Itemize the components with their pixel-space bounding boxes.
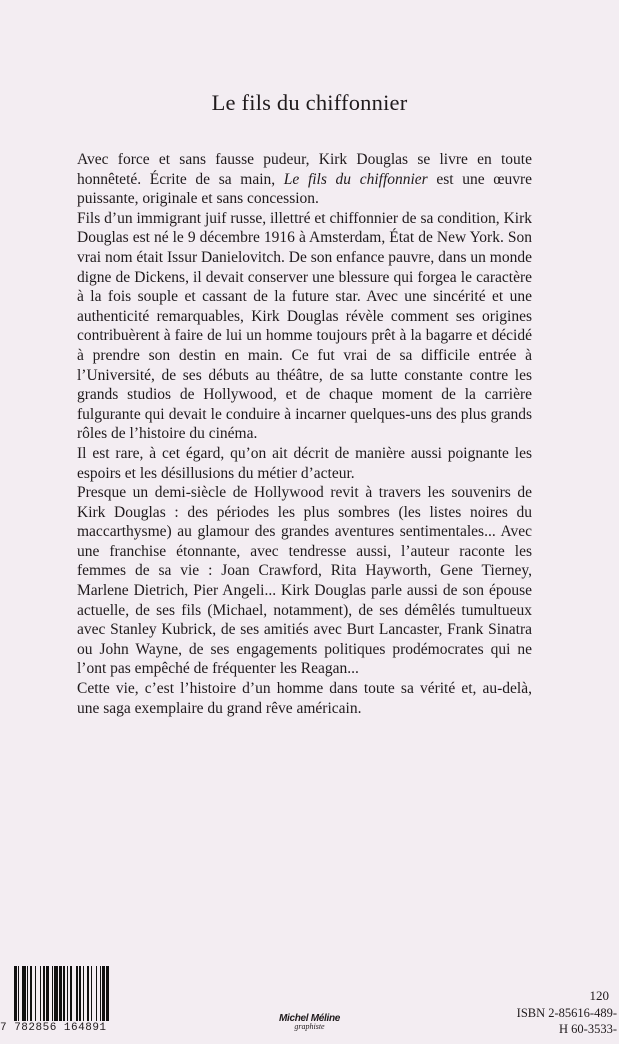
blurb-paragraph-1 <box>77 150 532 209</box>
price-code: 120 <box>589 988 609 1003</box>
isbn: ISBN 2-85616-489- <box>516 1006 617 1020</box>
blurb-paragraph-3: Il est rare, à cet égard, qu’on ait décrit de manière aussi poignante les espoirs et les désillusions du métier d’acteur. <box>77 444 532 482</box>
blurb <box>77 150 532 718</box>
book-title-italic: Le fils du chiffonnier <box>283 170 428 188</box>
blurb-paragraph-2: Fils d’un immigrant juif russe, illettré et chiffonnier de sa condition, Kirk Douglas est né le 9 décembre 1916 à Amsterdam, État de New York. Son vrai nom était Issur Danielovitch. De son enfance pauvre, dans un monde digne de Dickens, il devait conserver une blessure qui forgea le caractère à la fois souple et cassant de la future star. Avec une sincérité et une authenticité remarquables, Kirk Douglas révèle comment ses origines contribuèrent à faire de lui un homme toujours prêt à la bagarre et décidé à prendre son destin en main. Ce fut vrai de sa difficile entrée à l’Université, de ses débuts au théâtre, de sa lutte constante contre les grands studios de Hollywood, et de chaque moment de la carrière fulgurante qui devait le conduire à incarner quelques-uns des plus grands rôles de l’histoire du cinéma. <box>77 209 532 443</box>
blurb-paragraph-5: Cette vie, c’est l’histoire d’un homme dans toute sa vérité et, au-delà, une saga exemplaire du grand rêve américain. <box>77 680 532 717</box>
blurb-text: Avec force et sans fausse pudeur, Kirk Douglas se livre en toute honnêteté. Écrite de sa main, <box>77 151 532 188</box>
book-title: Le fils du chiffonnier <box>211 90 408 115</box>
publisher-name: Michel Méline <box>278 1013 341 1024</box>
catalog-code: H 60-3533- <box>559 1022 617 1036</box>
blurb-paragraph-4: Presque un demi-siècle de Hollywood revit à travers les souvenirs de Kirk Douglas : des périodes les plus sombres (les listes noires du maccarthysme) au glamour des grandes aventures sentimentales... Avec une franchise étonnante, avec tendresse aussi, l’auteur raconte les femmes de sa vie : Joan Crawford, Rita Hayworth, Gene Tierney, Marlene Dietrich, Pier Angeli... Kirk Douglas parle aussi de son épouse actuelle, de ses fils (Michael, notamment), de ses démêlés tumultueux avec Stanley Kubrick, de ses amitiés avec Burt Lancaster, Frank Sinatra ou John Wayne, de ses engagements politiques prodémocrates qui ne l’ont pas empêché de fréquenter les Reagan... <box>77 484 532 678</box>
publisher-subtitle: graphiste <box>294 1022 325 1031</box>
blurb-text: est une œuvre puissante, originale et sans concession. <box>77 170 532 208</box>
barcode-digits: 7 782856 164891 <box>0 1022 107 1034</box>
